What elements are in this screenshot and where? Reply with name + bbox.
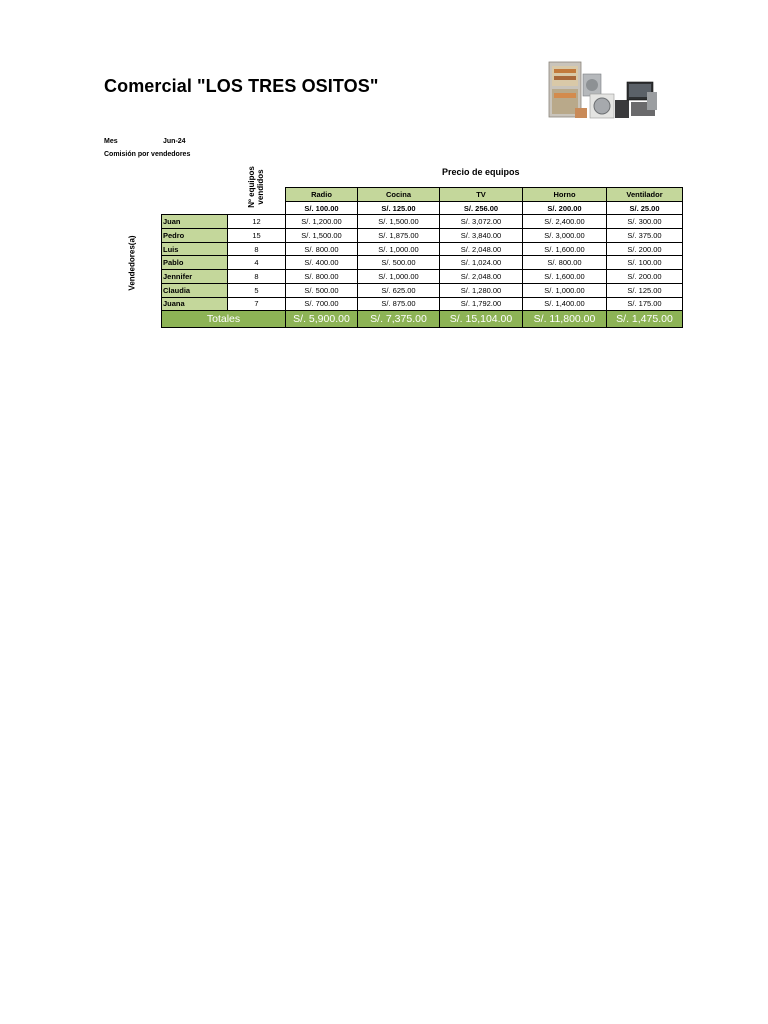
- units-sold: 5: [228, 283, 286, 297]
- commission-cell: S/. 3,000.00: [523, 229, 607, 243]
- total-cell: S/. 11,800.00: [523, 311, 607, 328]
- totals-row: [162, 311, 683, 328]
- table-row: [162, 270, 683, 284]
- seller-name: Jennifer: [162, 270, 228, 284]
- page-title: Comercial "LOS TRES OSITOS": [104, 76, 379, 96]
- seller-name: Juan: [162, 215, 228, 229]
- units-sold: 8: [228, 242, 286, 256]
- commission-cell: S/. 1,600.00: [523, 270, 607, 284]
- total-cell: S/. 1,475.00: [607, 311, 683, 328]
- units-sold: 7: [228, 297, 286, 311]
- total-cell: S/. 7,375.00: [358, 311, 440, 328]
- commission-cell: S/. 1,400.00: [523, 297, 607, 311]
- units-sold: 8: [228, 270, 286, 284]
- units-sold: 15: [228, 229, 286, 243]
- product-price: S/. 100.00: [286, 201, 358, 215]
- commission-cell: S/. 125.00: [607, 283, 683, 297]
- month-value: Jun-24: [163, 138, 186, 145]
- commission-cell: S/. 100.00: [607, 256, 683, 270]
- commission-cell: S/. 500.00: [286, 283, 358, 297]
- commission-table: [161, 187, 683, 328]
- product-price-row: [162, 201, 683, 215]
- seller-name: Claudia: [162, 283, 228, 297]
- commission-cell: S/. 875.00: [358, 297, 440, 311]
- product-name: Radio: [286, 188, 358, 202]
- prices-title: Precio de equipos: [442, 167, 520, 177]
- seller-name: Juana: [162, 297, 228, 311]
- commission-cell: S/. 1,000.00: [358, 270, 440, 284]
- table-row: [162, 297, 683, 311]
- commission-cell: S/. 1,000.00: [358, 242, 440, 256]
- commission-cell: S/. 400.00: [286, 256, 358, 270]
- totals-label: Totales: [162, 311, 286, 328]
- commission-cell: S/. 1,000.00: [523, 283, 607, 297]
- commission-cell: S/. 1,200.00: [286, 215, 358, 229]
- commission-cell: S/. 175.00: [607, 297, 683, 311]
- commission-cell: S/. 1,792.00: [440, 297, 523, 311]
- seller-name: Pedro: [162, 229, 228, 243]
- commission-cell: S/. 800.00: [286, 270, 358, 284]
- commission-cell: S/. 500.00: [358, 256, 440, 270]
- product-price: S/. 256.00: [440, 201, 523, 215]
- commission-cell: S/. 2,048.00: [440, 242, 523, 256]
- commission-cell: S/. 1,024.00: [440, 256, 523, 270]
- commission-cell: S/. 1,280.00: [440, 283, 523, 297]
- commission-cell: S/. 2,048.00: [440, 270, 523, 284]
- units-sold-label-line1: Nº equipos: [247, 166, 256, 208]
- total-cell: S/. 15,104.00: [440, 311, 523, 328]
- sellers-axis-label: Vendedores(a): [127, 235, 137, 291]
- commission-cell: S/. 200.00: [607, 242, 683, 256]
- commission-cell: S/. 625.00: [358, 283, 440, 297]
- table-row: [162, 242, 683, 256]
- product-header-row: [162, 188, 683, 202]
- commission-cell: S/. 1,600.00: [523, 242, 607, 256]
- units-sold-label-line2: vendidos: [256, 169, 265, 205]
- table-row: [162, 256, 683, 270]
- product-name: Cocina: [358, 188, 440, 202]
- commission-cell: S/. 3,840.00: [440, 229, 523, 243]
- product-name: Horno: [523, 188, 607, 202]
- commission-cell: S/. 300.00: [607, 215, 683, 229]
- commission-cell: S/. 200.00: [607, 270, 683, 284]
- product-name: TV: [440, 188, 523, 202]
- commission-cell: S/. 1,500.00: [286, 229, 358, 243]
- table-row: [162, 215, 683, 229]
- commission-cell: S/. 800.00: [286, 242, 358, 256]
- product-price: S/. 25.00: [607, 201, 683, 215]
- appliances-image: [547, 60, 659, 122]
- product-name: Ventilador: [607, 188, 683, 202]
- seller-name: Luis: [162, 242, 228, 256]
- commission-cell: S/. 1,500.00: [358, 215, 440, 229]
- commission-cell: S/. 3,072.00: [440, 215, 523, 229]
- product-price: S/. 200.00: [523, 201, 607, 215]
- units-sold: 4: [228, 256, 286, 270]
- total-cell: S/. 5,900.00: [286, 311, 358, 328]
- commission-cell: S/. 375.00: [607, 229, 683, 243]
- table-row: [162, 229, 683, 243]
- month-label: Mes: [104, 138, 118, 145]
- table-row: [162, 283, 683, 297]
- commission-cell: S/. 800.00: [523, 256, 607, 270]
- commission-cell: S/. 2,400.00: [523, 215, 607, 229]
- seller-name: Pablo: [162, 256, 228, 270]
- commission-label: Comisión por vendedores: [104, 151, 191, 158]
- units-sold: 12: [228, 215, 286, 229]
- commission-cell: S/. 700.00: [286, 297, 358, 311]
- commission-cell: S/. 1,875.00: [358, 229, 440, 243]
- product-price: S/. 125.00: [358, 201, 440, 215]
